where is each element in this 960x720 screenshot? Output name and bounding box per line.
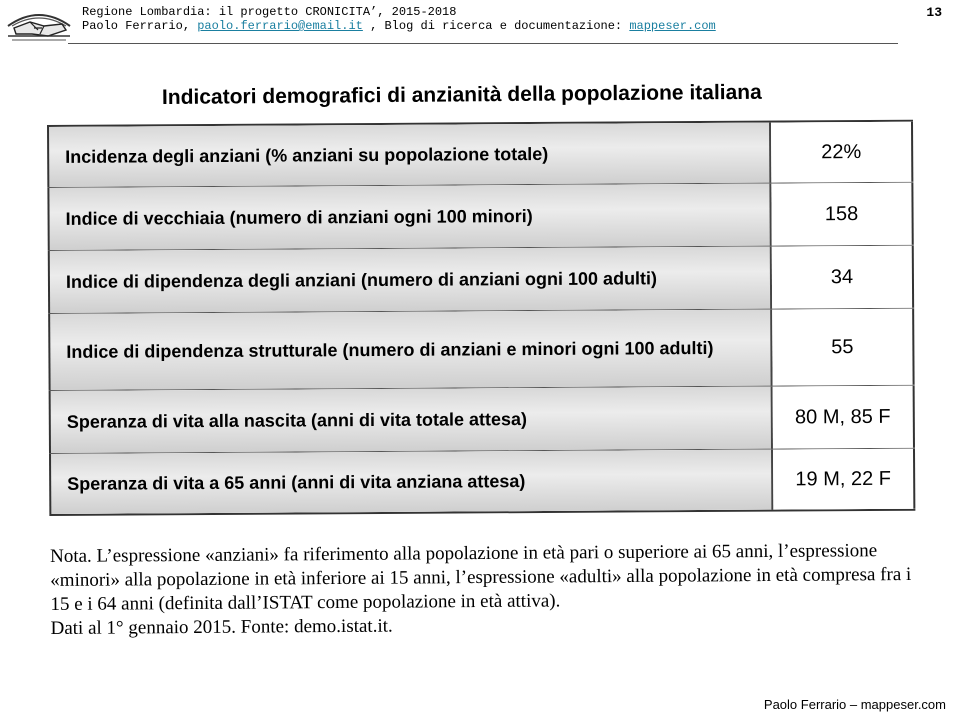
- indicator-value: 34: [772, 246, 914, 309]
- page-title: Indicatori demografici di anzianità della popolazione italiana: [161, 80, 762, 109]
- table-row: [47, 183, 913, 251]
- indicator-value: 22%: [771, 122, 913, 183]
- header-title: Regione Lombardia: il progetto CRONICITA’, 2015-2018: [82, 5, 457, 19]
- table-row: [48, 246, 914, 314]
- table-row: [47, 122, 913, 188]
- indicator-value: 55: [772, 309, 914, 386]
- indicator-label: Indice di vecchiaia (numero di anziani ogni 100 minori): [47, 184, 771, 250]
- indicator-label: Indice di dipendenza degli anziani (numero di anziani ogni 100 adulti): [48, 247, 772, 313]
- table-row: [49, 386, 915, 454]
- indicator-label: Indice di dipendenza strutturale (numero di anziani e minori ogni 100 adulti): [48, 310, 772, 390]
- indicator-label: Speranza di vita a 65 anni (anni di vita anziana attesa): [49, 450, 773, 514]
- header-divider: [68, 43, 898, 44]
- footnote: [50, 539, 931, 641]
- email-link[interactable]: paolo.ferrario@email.it: [197, 19, 363, 33]
- header-credits: [82, 19, 716, 33]
- indicator-label: Speranza di vita alla nascita (anni di vita totale attesa): [49, 387, 773, 453]
- footnote-source: Dati al 1° gennaio 2015. Fonte: demo.istat.it.: [50, 615, 393, 639]
- header-author: Paolo Ferrario,: [82, 19, 191, 33]
- header-blog-label: , Blog di ricerca e documentazione:: [370, 19, 623, 33]
- slide-header: [82, 5, 716, 33]
- handshake-logo-icon: [4, 4, 74, 44]
- indicator-value: 158: [771, 183, 913, 246]
- site-link[interactable]: mappeser.com: [629, 19, 716, 33]
- indicator-label: Incidenza degli anziani (% anziani su popolazione totale): [47, 123, 771, 187]
- indicator-value: 80 M, 85 F: [773, 386, 915, 449]
- footnote-text: Nota. L’espressione «anziani» fa riferimento alla popolazione in età pari o superiore ai 65 anni, l’espressione «minori» alla popolazione in età inferiore ai 15 anni, l’espressione «adulti» alla popolazione in età compresa fra i 15 e i 64 anni (definita dall’ISTAT come popolazione in età attiva).: [50, 540, 912, 615]
- indicators-table: [47, 120, 915, 516]
- table-row: [49, 449, 915, 514]
- table-row: [48, 309, 914, 391]
- page-footer: Paolo Ferrario – mappeser.com: [763, 697, 946, 712]
- indicator-value: 19 M, 22 F: [773, 449, 915, 510]
- page-number: 13: [926, 5, 942, 20]
